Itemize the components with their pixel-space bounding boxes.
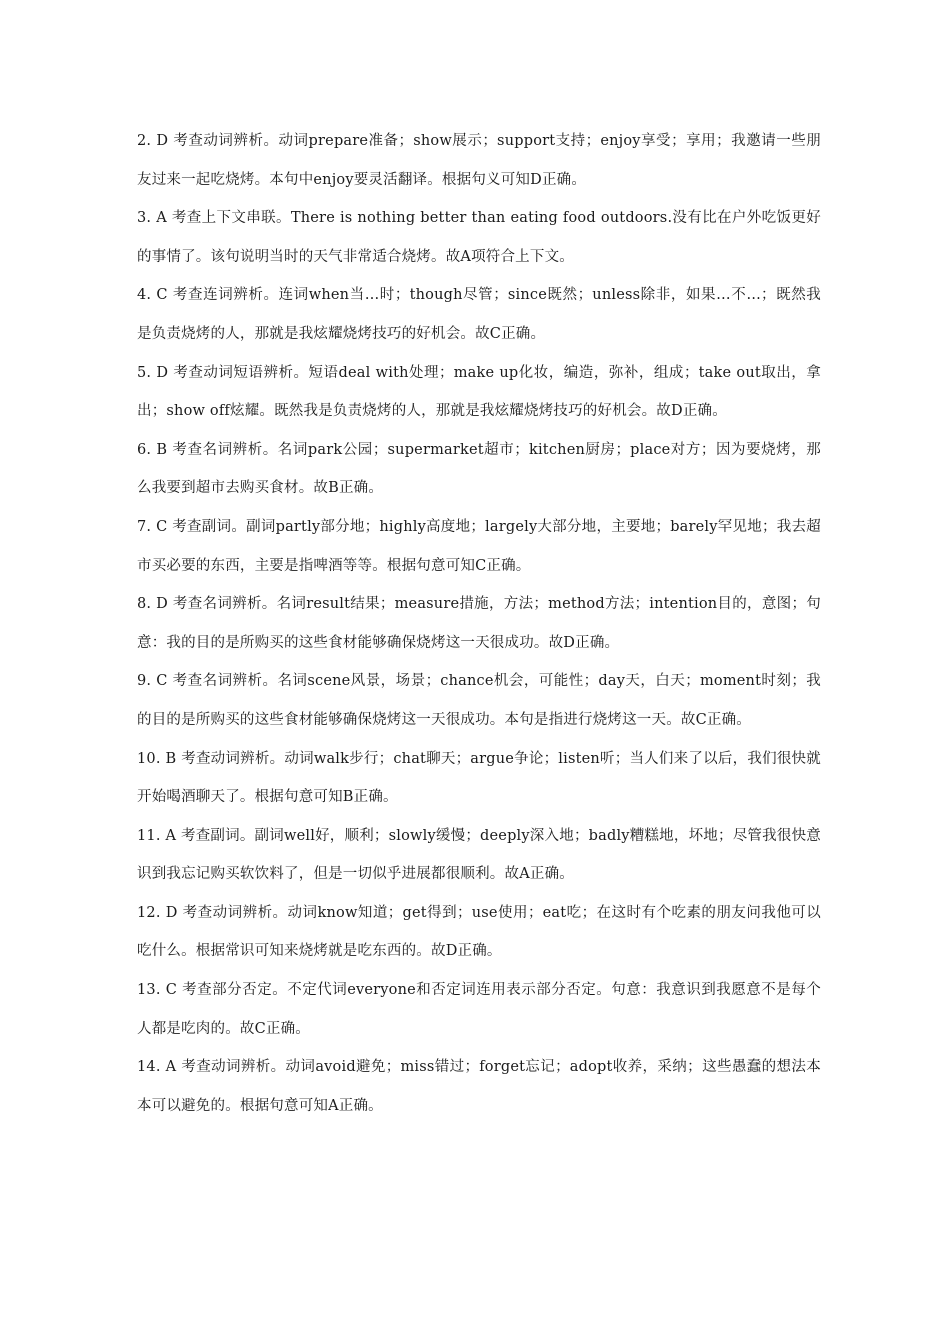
explanation-item: 3. A 考查上下文串联。There is nothing better than eating food outdoors.没有比在户外吃饭更好的事情了。该句说明当时的天气非常适合烧烤。故A项符合上下文。 (137, 210, 821, 265)
explanation-item: 12. D 考查动词辨析。动词know知道；get得到；use使用；eat吃；在这时有个吃素的朋友问我他可以吃什么。根据常识可知来烧烤就是吃东西的。故D正确。 (137, 904, 821, 960)
explanation-item: 7. C 考查副词。副词partly部分地；highly高度地；largely大部分地，主要地；barely罕见地；我去超市买必要的东西，主要是指啤酒等等。根据句意可知C正确。 (137, 518, 821, 574)
explanation-item: 8. D 考查名词辨析。名词result结果；measure措施，方法；method方法；intention目的，意图；句意：我的目的是所购买的这些食材能够确保烧烤这一天很成功。故D正确。 (137, 596, 821, 651)
explanation-item: 11. A 考查副词。副词well好，顺利；slowly缓慢；deeply深入地；badly糟糕地，坏地；尽管我很快意识到我忘记购买软饮料了，但是一切似乎进展都很顺利。故A正确。 (137, 827, 821, 883)
explanation-item: 14. A 考查动词辨析。动词avoid避免；miss错过；forget忘记；adopt收养，采纳；这些愚蠢的想法本本可以避免的。根据句意可知A正确。 (137, 1059, 821, 1114)
explanation-item: 10. B 考查动词辨析。动词walk步行；chat聊天；argue争论；listen听；当人们来了以后，我们很快就开始喝酒聊天了。根据句意可知B正确。 (137, 750, 821, 806)
explanation-item: 4. C 考查连词辨析。连词when当…时；though尽管；since既然；unless除非，如果…不…；既然我是负责烧烤的人，那就是我炫耀烧烤技巧的好机会。故C正确。 (137, 287, 821, 342)
explanation-item: 2. D 考查动词辨析。动词prepare准备；show展示；support支持；enjoy享受；享用；我邀请一些朋友过来一起吃烧烤。本句中enjoy要灵活翻译。根据句义可知D正确。 (137, 133, 821, 188)
explanation-item: 5. D 考查动词短语辨析。短语deal with处理；make up化妆，编造，弥补，组成；take out取出，拿出；show off炫耀。既然我是负责烧烤的人，那就是我炫耀烧烤技巧的好机会。故D正确。 (137, 364, 821, 420)
explanation-item: 13. C 考查部分否定。不定代词everyone和否定词连用表示部分否定。句意：我意识到我愿意不是每个人都是吃肉的。故C正确。 (137, 982, 821, 1037)
explanation-item: 6. B 考查名词辨析。名词park公园；supermarket超市；kitchen厨房；place对方；因为要烧烤，那么我要到超市去购买食材。故B正确。 (137, 441, 821, 497)
explanation-item: 9. C 考查名词辨析。名词scene风景，场景；chance机会，可能性；day天，白天；moment时刻；我的目的是所购买的这些食材能够确保烧烤这一天很成功。本句是指进行烧烤这一天。故C正确。 (137, 673, 821, 728)
answer-explanations (137, 122, 821, 1125)
